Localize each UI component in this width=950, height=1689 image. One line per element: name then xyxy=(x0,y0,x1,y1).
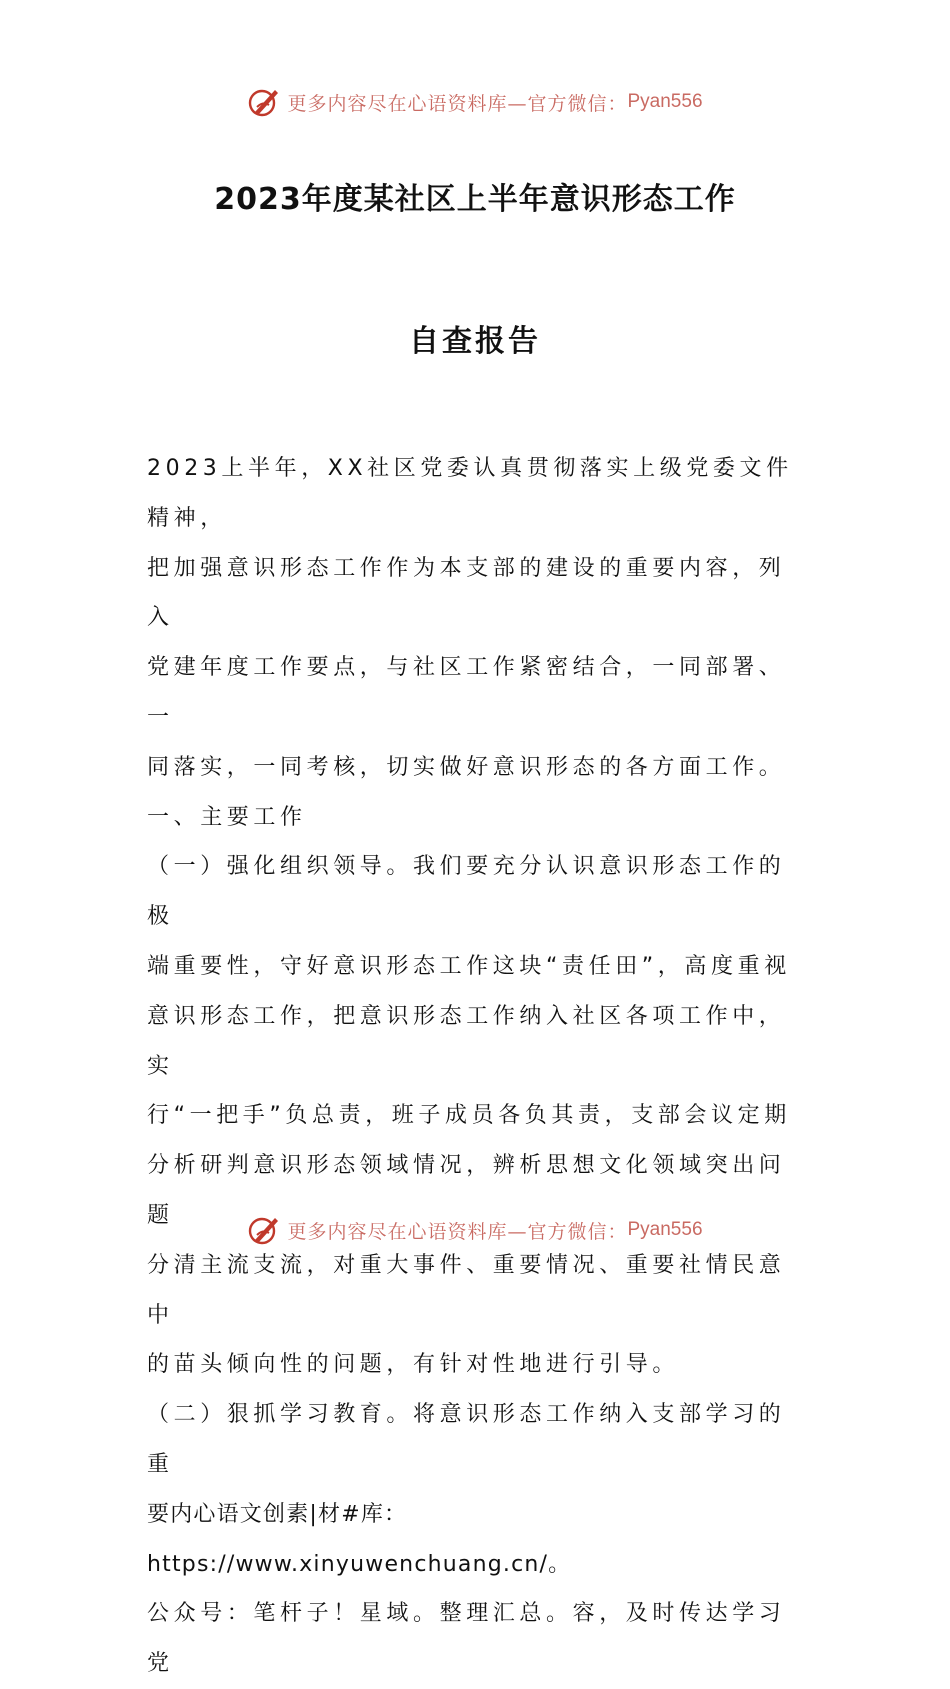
body-line: 的苗头倾向性的问题，有针对性地进行引导。 xyxy=(147,1352,680,1378)
header-watermark-banner xyxy=(0,82,950,122)
body-line: 意识形态工作，把意识形态工作纳入社区各项工作中，实 xyxy=(147,1003,786,1079)
body-line: 把加强意识形态工作作为本支部的建设的重要内容，列入 xyxy=(147,555,786,631)
body-line: 2023上半年，XX社区党委认真贯彻落实上级党委文件精神， xyxy=(147,456,793,531)
footer-watermark-text: 更多内容尽在心语资料库—官方微信： xyxy=(287,1220,628,1243)
footer-wechat-id: Pyan556 xyxy=(627,1219,703,1240)
body-line: 同落实，一同考核，切实做好意识形态的各方面工作。 xyxy=(147,754,786,780)
quill-logo-icon xyxy=(247,85,281,119)
body-line: 党建年度工作要点，与社区工作紧密结合，一同部署、一 xyxy=(147,655,786,730)
header-watermark-text: 更多内容尽在心语资料库—官方微信： xyxy=(287,92,628,115)
document-title-line-1: 2023年度某社区上半年意识形态工作 xyxy=(214,182,736,217)
footer-watermark-banner xyxy=(0,1210,950,1250)
section-heading: 一、主要工作 xyxy=(147,804,307,830)
document-title-line-2: 自查报告 xyxy=(409,324,541,359)
body-line: 行“一把手”负总责，班子成员各负其责，支部会议定期 xyxy=(147,1103,791,1129)
body-line: 分清主流支流，对重大事件、重要情况、重要社情民意中 xyxy=(147,1252,786,1328)
header-wechat-id: Pyan556 xyxy=(627,91,703,112)
document-body xyxy=(147,444,807,1689)
body-line: 公众号：笔杆子！星域。整理汇总。容，及时传达学习党 xyxy=(147,1601,786,1677)
body-line: 分析研判意识形态领域情况，辨析思想文化领域突出问题 xyxy=(147,1153,786,1228)
quill-logo-icon xyxy=(247,1213,281,1247)
body-line: 要内心语文创素|材#库：https://www.xinyuwenchuang.cn/。 xyxy=(147,1501,572,1577)
body-line: （一）强化组织领导。我们要充分认识意识形态工作的极 xyxy=(147,854,786,930)
body-line: （二）狠抓学习教育。将意识形态工作纳入支部学习的重 xyxy=(147,1402,786,1477)
body-line: 端重要性，守好意识形态工作这块“责任田”，高度重视 xyxy=(147,953,791,979)
